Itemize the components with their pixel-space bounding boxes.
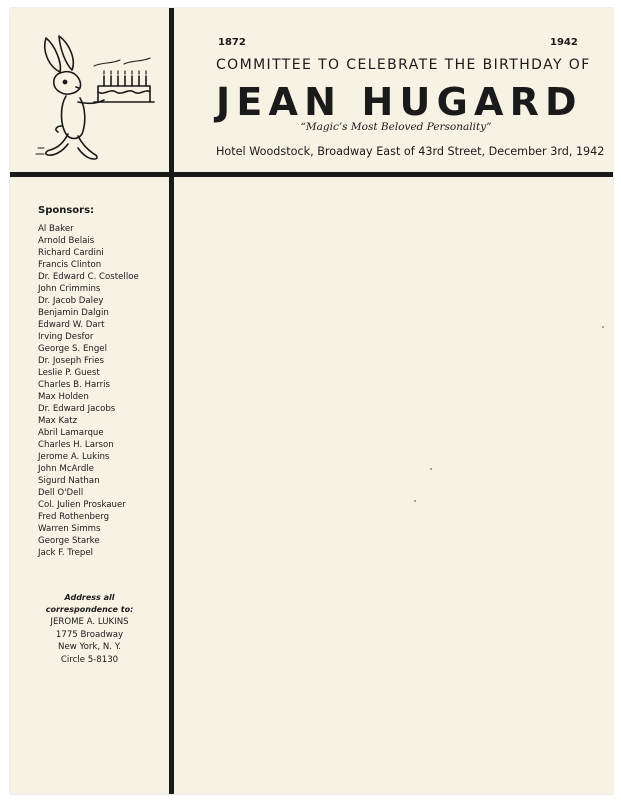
- sponsor-name: Fred Rothenberg: [38, 512, 110, 522]
- correspondence-phone: Circle 5-8130: [60, 654, 119, 665]
- sponsor-name: Dr. Joseph Fries: [38, 356, 105, 366]
- committee-title: COMMITTEE TO CELEBRATE THE BIRTHDAY OF: [216, 57, 591, 73]
- horizontal-rule: [10, 172, 613, 177]
- tagline: “Magic’s Most Beloved Personality”: [300, 121, 492, 133]
- birth-year: 1872: [218, 37, 246, 48]
- sponsor-name: Abril Lamarque: [38, 428, 104, 438]
- sponsor-name: Richard Cardini: [38, 248, 104, 258]
- correspondence-heading-line-1: Address all: [64, 593, 115, 602]
- sponsor-name: Edward W. Dart: [38, 320, 105, 330]
- sponsor-name: John Crimmins: [38, 284, 101, 294]
- venue-line: Hotel Woodstock, Broadway East of 43rd Street, December 3rd, 1942: [216, 145, 605, 158]
- correspondence-address: [10, 616, 169, 666]
- sponsor-name: John McArdle: [38, 464, 94, 474]
- correspondence-street: 1775 Broadway: [55, 629, 124, 640]
- sponsor-name: George Starke: [38, 536, 100, 546]
- correspondence-city: New York, N. Y.: [58, 642, 121, 652]
- sponsors-heading: Sponsors:: [38, 205, 95, 216]
- correspondence-name: JEROME A. LUKINS: [50, 617, 129, 627]
- celebration-year: 1942: [550, 37, 578, 48]
- paper-speck: [602, 326, 604, 328]
- sponsor-name: Max Holden: [38, 392, 89, 402]
- paper-speck: [430, 468, 432, 470]
- sponsor-name: Arnold Belais: [38, 236, 95, 246]
- honoree-name: JEAN HUGARD: [216, 80, 583, 124]
- sponsor-name: Charles H. Larson: [38, 440, 114, 450]
- sponsor-name: Sigurd Nathan: [38, 476, 100, 486]
- sponsor-name: George S. Engel: [38, 344, 107, 354]
- sponsor-name: Dr. Edward Jacobs: [38, 404, 116, 414]
- sponsor-name: Dr. Jacob Daley: [38, 296, 104, 306]
- sponsor-name: Benjamin Dalgin: [38, 308, 109, 318]
- sponsor-name: Dell O'Dell: [38, 488, 84, 498]
- vertical-rule: [169, 8, 174, 794]
- sponsor-list: [38, 223, 139, 559]
- sponsor-name: Dr. Edward C. Costelloe: [38, 272, 139, 282]
- correspondence-heading-line-2: correspondence to:: [45, 605, 134, 614]
- sponsor-name: Irving Desfor: [38, 332, 94, 342]
- correspondence-heading: [10, 592, 169, 616]
- sponsor-name: Francis Clinton: [38, 260, 102, 270]
- paper-speck: [414, 500, 416, 502]
- sponsor-name: Jack F. Trepel: [38, 548, 94, 558]
- sponsor-name: Al Baker: [38, 224, 74, 234]
- rabbit-with-cake-icon: [32, 30, 164, 166]
- sponsor-name: Warren Simms: [38, 524, 101, 534]
- sponsor-name: Col. Julien Proskauer: [38, 500, 126, 510]
- sponsor-name: Jerome A. Lukins: [38, 452, 110, 462]
- letterhead-sheet: [10, 8, 613, 794]
- sponsor-name: Max Katz: [38, 416, 78, 426]
- sponsor-name: Leslie P. Guest: [38, 368, 100, 378]
- sponsor-name: Charles B. Harris: [38, 380, 110, 390]
